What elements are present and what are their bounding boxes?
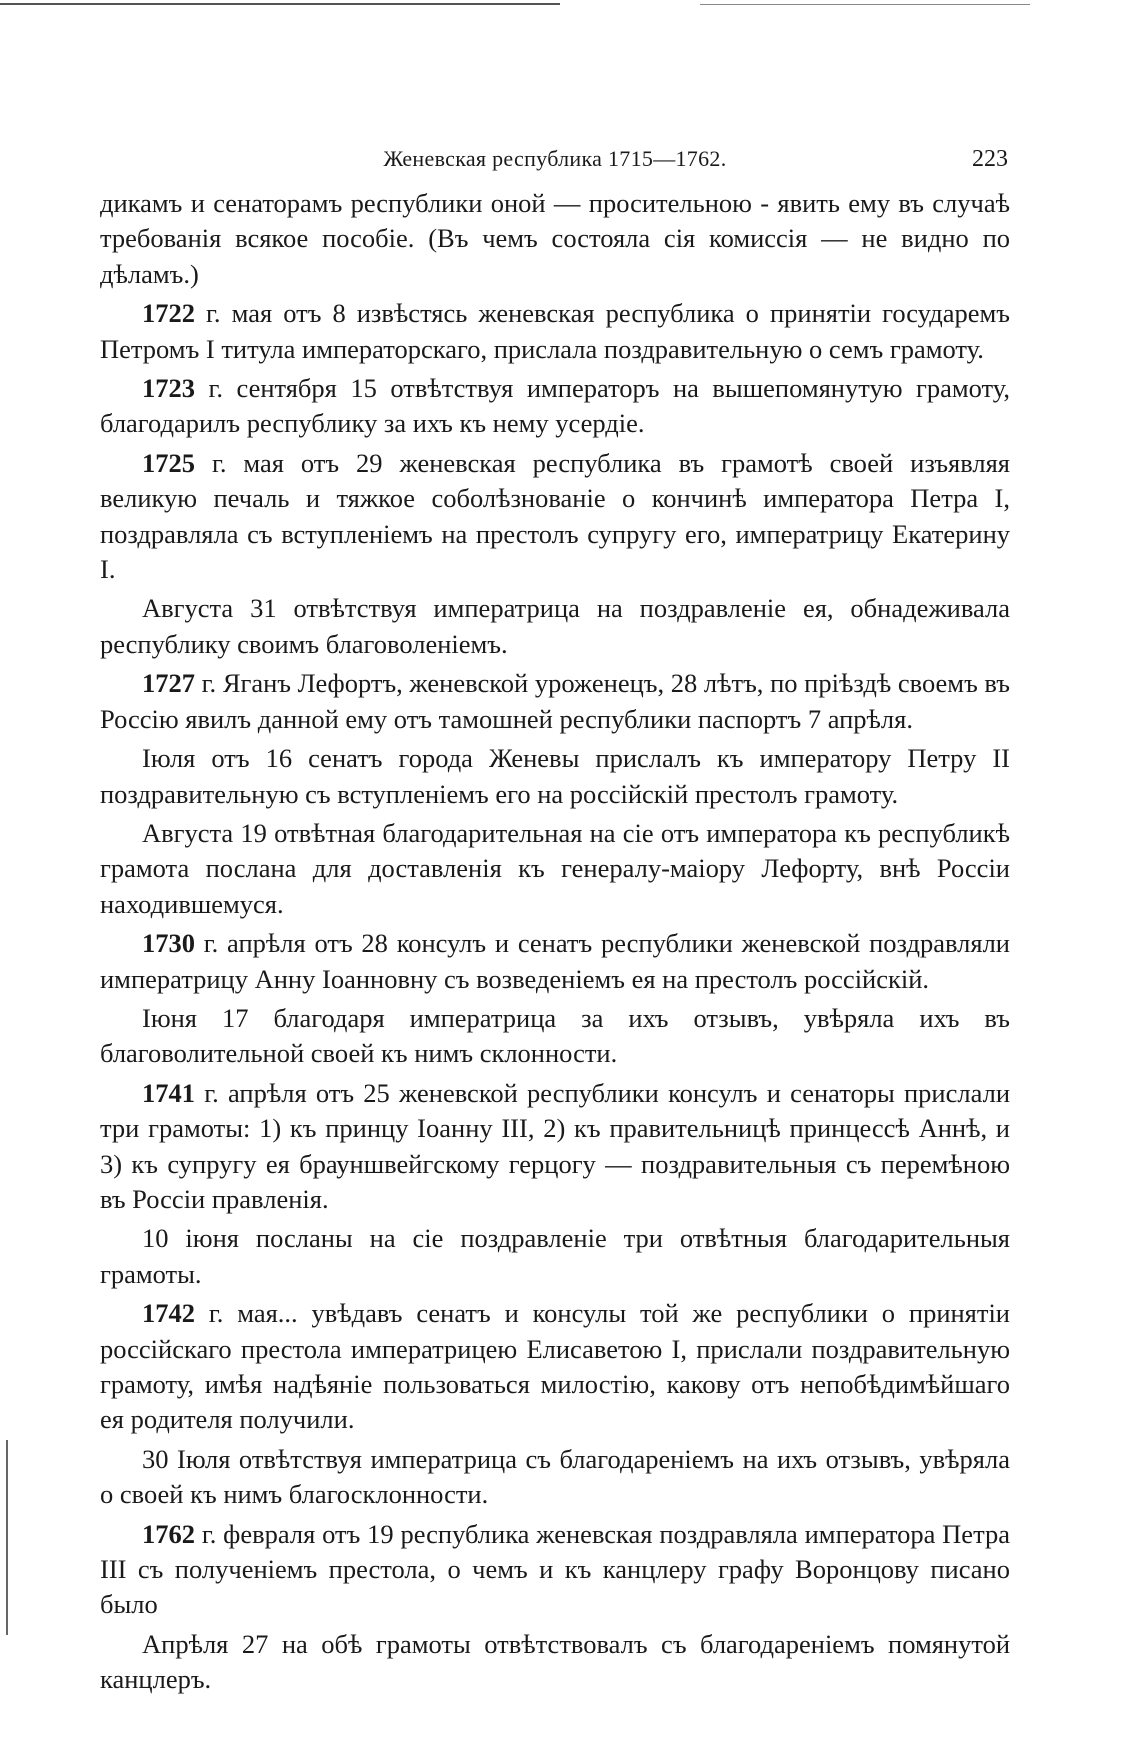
paragraph: [100, 816, 1010, 922]
paragraph: [100, 186, 1010, 292]
page-header: [100, 146, 1010, 178]
top-scan-rule-right: [700, 4, 1030, 5]
body-text: [100, 186, 1010, 1702]
paragraph-text: Іюня 17 благодаря императрица за ихъ отзывъ, увѣряла ихъ въ благоволительной своей къ нимъ склонности.: [100, 1002, 1010, 1069]
year-label: 1742: [142, 1298, 195, 1329]
paragraph-text: Августа 19 отвѣтная благодарительная на сіе отъ императора къ республикѣ грамота послана для доставленія къ генералу-маіору Лефорту, внѣ Россіи находившемуся.: [100, 817, 1010, 919]
year-label: 1762: [142, 1518, 195, 1549]
running-title: Женевская республика 1715—1762.: [383, 146, 727, 171]
paragraph: [100, 1076, 1010, 1218]
paragraph: [100, 1001, 1010, 1072]
top-scan-rule: [0, 3, 560, 5]
paragraph-text: г. мая... увѣдавъ сенатъ и консулы той же республики о принятіи россійскаго престола императрицею Елисаветою I, прислали поздравительную грамоту, имѣя надѣяніе пользоваться милостію, какову отъ непобѣдимѣйшаго ея родителя получили.: [100, 1298, 1010, 1435]
year-label: 1730: [142, 928, 195, 959]
paragraph-text: г. мая отъ 29 женевская республика въ грамотѣ своей изъявляя великую печаль и тяжкое соболѣзнованіе о кончинѣ императора Петра I, поздравляла съ вступленіемъ на престолъ супругу его, императрицу Екатерину I.: [100, 447, 1010, 585]
paragraph-text: Апрѣля 27 на обѣ грамоты отвѣтствовалъ съ благодареніемъ помянутой канцлеръ.: [100, 1628, 1010, 1695]
page-number: 223: [972, 146, 1008, 172]
paragraph: [100, 926, 1010, 997]
paragraph-text: дикамъ и сенаторамъ республики оной — просительною - явить ему въ случаѣ требованія всякое пособіе. (Въ чемъ состояла сія комиссія — не видно по дѣламъ.): [100, 188, 1010, 289]
paragraph: [100, 1627, 1010, 1698]
paragraph: [100, 666, 1010, 737]
paragraph: [100, 591, 1010, 662]
paragraph: [100, 446, 1010, 588]
paragraph: [100, 1221, 1010, 1292]
paragraph-text: г. мая отъ 8 извѣстясь женевская республика о принятіи государемъ Петромъ I титула императорскаго, прислала поздравительную о семъ грамоту.: [100, 298, 1010, 364]
paragraph: [100, 371, 1010, 442]
paragraph: [100, 741, 1010, 812]
paragraph: [100, 1296, 1010, 1438]
paragraph-text: 30 Іюля отвѣтствуя императрица съ благодареніемъ на ихъ отзывъ, увѣряла о своей къ нимъ благосклонности.: [100, 1443, 1010, 1510]
paragraph-text: Августа 31 отвѣтствуя императрица на поздравленіе ея, обнадеживала республику своимъ благоволеніемъ.: [100, 593, 1010, 659]
margin-scan-mark: [6, 1440, 8, 1635]
year-label: 1727: [142, 668, 195, 699]
paragraph-text: г. Яганъ Лефортъ, женевской уроженецъ, 28 лѣтъ, по пріѣздѣ своемъ въ Россію явилъ данной ему отъ тамошней республики паспортъ 7 апрѣля.: [100, 668, 1010, 734]
year-label: 1722: [142, 298, 195, 329]
paragraph-text: г. сентября 15 отвѣтствуя императоръ на вышепомянутую грамоту, благодарилъ республику за ихъ къ нему усердіе.: [100, 373, 1010, 439]
paragraph-text: 10 іюня посланы на сіе поздравленіе три отвѣтныя благодарительныя грамоты.: [100, 1223, 1010, 1289]
paragraph-text: г. февраля отъ 19 республика женевская поздравляла императора Петра III съ полученіемъ престола, о чемъ и къ канцлеру графу Воронцову писано было: [100, 1518, 1010, 1620]
paragraph-text: г. апрѣля отъ 25 женевской республики консулъ и сенаторы прислали три грамоты: 1) къ принцу Іоанну III, 2) къ правительницѣ принцессѣ Аннѣ, и 3) къ супругу ея брауншвейгскому герцогу — поздравительныя съ перемѣною въ Россіи правленія.: [100, 1077, 1010, 1214]
paragraph: [100, 296, 1010, 367]
paragraph: [100, 1442, 1010, 1513]
paragraph: [100, 1517, 1010, 1623]
year-label: 1723: [142, 373, 195, 404]
year-label: 1741: [142, 1077, 195, 1108]
year-label: 1725: [142, 447, 195, 478]
paragraph-text: г. апрѣля отъ 28 консулъ и сенатъ республики женевской поздравляли императрицу Анну Іоанновну съ возведеніемъ ея на престолъ россійскій.: [100, 928, 1010, 994]
paragraph-text: Іюля отъ 16 сенатъ города Женевы прислалъ къ императору Петру II поздравительную съ вступленіемъ его на россійскій престолъ грамоту.: [100, 743, 1010, 809]
